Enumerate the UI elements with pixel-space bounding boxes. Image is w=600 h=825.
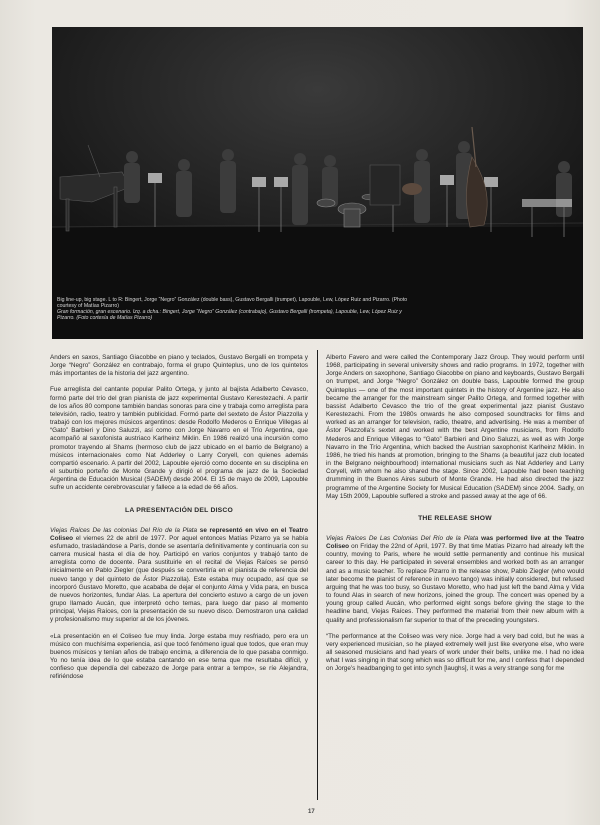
photo-caption bbox=[57, 297, 417, 321]
bold-phrase: se representó en vivo en el Teatro Coliseo bbox=[50, 526, 308, 542]
page-number: 17 bbox=[308, 809, 315, 815]
album-title: Viejas Raíces De Las Colonias Del Río de la Plata bbox=[326, 534, 479, 542]
english-paragraph: Alberto Favero and were called the Contemporary Jazz Group. They would perform until 1968, participating in several university shows and radio programs. In 1972, together with Jorge Anders on saxophone, Santiago Giacobbe on piano and keyboards, Gustavo Bergalli on trumpet, and Jorge “Negro” González on double bass, Lapouble formed the group Quinteplus — one of the most important quintets in the history of Argentine jazz. He also became the arranger for the mainstream singer Palito Ortega, and formed together with bassist Adalberto Cevasco the trio of the great experimental jazz pianist Gustavo Kerestezachi. From the 1980s onwards he also composed soundtracks for films and worked as an arranger for television, radio, theatre, and advertising. He was a member of Ástor Piazzolla’s sextet and worked with the best Argentine musicians, from Rodolfo Mederos and Enrique Villegas to “Gato” Barbieri and Dino Saluzzi, as well as with Jorge Navarro in the Trío Argentina, which backed the Austrian saxophonist Karlheinz Miklin. In 1986, he tried his hands at promotion, bringing to the Shams (a beautiful jazz club located in the Belgrano neighbourhood) international musicians such as Nat Adderley and Larry Coryell, with whom he also shared the stage. Since 2002, Lapouble had been teaching drumming in the Buenos Aires suburb of Monte Grande. He had also directed the jazz programme of the Argentine Society for Musical Education (SADEM) since 2004. Sadly, on May 15th 2009, Lapouble suffered a stroke and passed away at the age of 66. bbox=[326, 354, 584, 500]
concert-photo bbox=[52, 27, 583, 339]
spanish-paragraph bbox=[50, 527, 308, 625]
stage-illustration bbox=[52, 27, 583, 339]
english-paragraph bbox=[326, 535, 584, 625]
column-divider bbox=[317, 350, 318, 800]
english-paragraph: “The performance at the Coliseo was very nice. Jorge had a very bad cold, but he was a very experienced musician, so he played extremely well just like everyone else, who were all seasoned musicians and had years of work under their belts, unlike me. I had no idea what I was singing in that song which was so difficult for me, and I confess that I depended on Jorge’s headbanging to get into synch [laughs], it was a very strange song for me bbox=[326, 632, 584, 673]
spanish-paragraph: Anders en saxos, Santiago Giacobbe en piano y teclados, Gustavo Bergalli en trompeta y Jorge “Negro” González en contrabajo, forma el grupo Quinteplus, uno de los quintetos más importantes de la historia del jazz argentino. bbox=[50, 354, 308, 378]
english-section-heading: THE RELEASE SHOW bbox=[418, 514, 492, 522]
paragraph-text: on Friday the 22nd of April, 1977. By that time Matías Pizarro had already left the country, moving to Paris, where he would settle permanently and continue his musical career to this day. He participated in several ensembles and worked both as an arranger and as a music teacher. To replace Pizarro in the release show, Pablo Ziegler (who would later become the pianist of reference in nuevo tango) was initially considered, but refused arguing that he was too busy, so Gustavo Moretto, who had just left the band Alma y Vida to found Alas in search of new horizons, joined the group. The concert was opened by a young group called Aucán, who performed eight songs before giving the stage to the headline band, Viejas Raíces. They performed the material from their new album with a quality and professionalism far superior to that of the preceding youngsters. bbox=[326, 543, 584, 624]
album-title: Viejas Raíces De las colonias Del Río de la Plata bbox=[50, 526, 198, 534]
bold-phrase: was performed live at the Teatro Coliseo bbox=[326, 534, 584, 551]
caption-spanish: Gran formación, gran escenario. Izq. a dcha.: Bingert, Jorge “Negro” González (contrabajo), Gustavo Bergalli (trompeta), Lapouble, Lew, López Ruiz y Pizarro. (Foto cortesía de Matías Pizarro) bbox=[57, 309, 402, 322]
paragraph-text: el viernes 22 de abril de 1977. Por aquel entonces Matías Pizarro ya se había esfumado, trasladándose a París, donde se asentaría definitivamente y continuaría con su carrera musical hasta el día de hoy. Participó en varios conjuntos y trabajó tanto de arreglista como de docente. Para sustituirle en el recital de Viejas Raíces se pensó inicialmente en Pablo Ziegler (que después se convertiría en el pianista de referencia del nuevo tango y del quinteto de Ástor Piazzolla). Este estaba muy ocupado, así que se incorporó Gustavo Moretto, que acababa de dejar el conjunto Alma y Vida para, en busca de nuevos horizontes, fundar Alas. La apertura del concierto estuvo a cargo de un joven grupo llamado Aucán, que interpretó ocho temas, para luego dar paso al momento principal, Viejas Raíces, con la presentación de su nuevo disco. Demostraron una calidad y profesionalismo muy superior al de los jóvenes. bbox=[50, 534, 308, 624]
english-column bbox=[326, 354, 584, 681]
spanish-paragraph: Fue arreglista del cantante popular Palito Ortega, y junto al bajista Adalberto Cevasco, formó parte del trío del gran pianista de jazz experimental Gustavo Kerestezachi. A partir de los años 80 compone también bandas sonoras para cine y trabaja como arreglista para televisión, radio, teatro y también publicidad. Formó parte del sexteto de Ástor Piazzolla y trabajó con los mejores músicos argentinos: desde Rodolfo Mederos o Enrique Villegas al “Gato” Barbieri y Dino Saluzzi, así como con Jorge Navarro en el Trío Argentina, que acompañó al saxofonista austriaco Karlheinz Miklin. En 1986 realizó una incursión como promotor trayendo al Shams (hermoso club de jazz ubicado en el barrio de Belgrano) a músicos internacionales como Nat Adderley o Larry Coryell, con quienes además compartió escenario. A partir del 2002, Lapouble ejerció como docente en su disciplina en el suburbio porteño de Monte Grande y dirigió el programa de jazz de la Sociedad Argentina de Educación Musical (SADEM) desde 2004. El 15 de mayo de 2009, Lapouble sufre un accidente cerebrovascular y fallece a la edad de 66 años. bbox=[50, 386, 308, 492]
caption-english: Big line-up, big stage. L to R: Bingert, Jorge “Negro” González (double bass), Gustavo Bergalli (trumpet), Lapouble, Lew, López Ruiz and Pizarro. (Photo courtesy of Matías Pizarro) bbox=[57, 297, 408, 310]
spanish-section-heading: LA PRESENTACIÓN DEL DISCO bbox=[125, 506, 233, 514]
spanish-column bbox=[50, 354, 308, 689]
spanish-paragraph: «La presentación en el Coliseo fue muy linda. Jorge estaba muy resfriado, pero era un músico con muchísima experiencia, así que tocó fenómeno igual que todos, que eran muy buenos músicos y tenían años de trabajo encima, a diferencia de lo que pasaba conmigo. Yo no tenía idea de lo que estaba cantando en ese tema que me resultaba difícil, y confieso que dependía del cabezazo de Jorge para entrar a tempo», se ríe Alejandra, refiriéndose bbox=[50, 632, 308, 681]
